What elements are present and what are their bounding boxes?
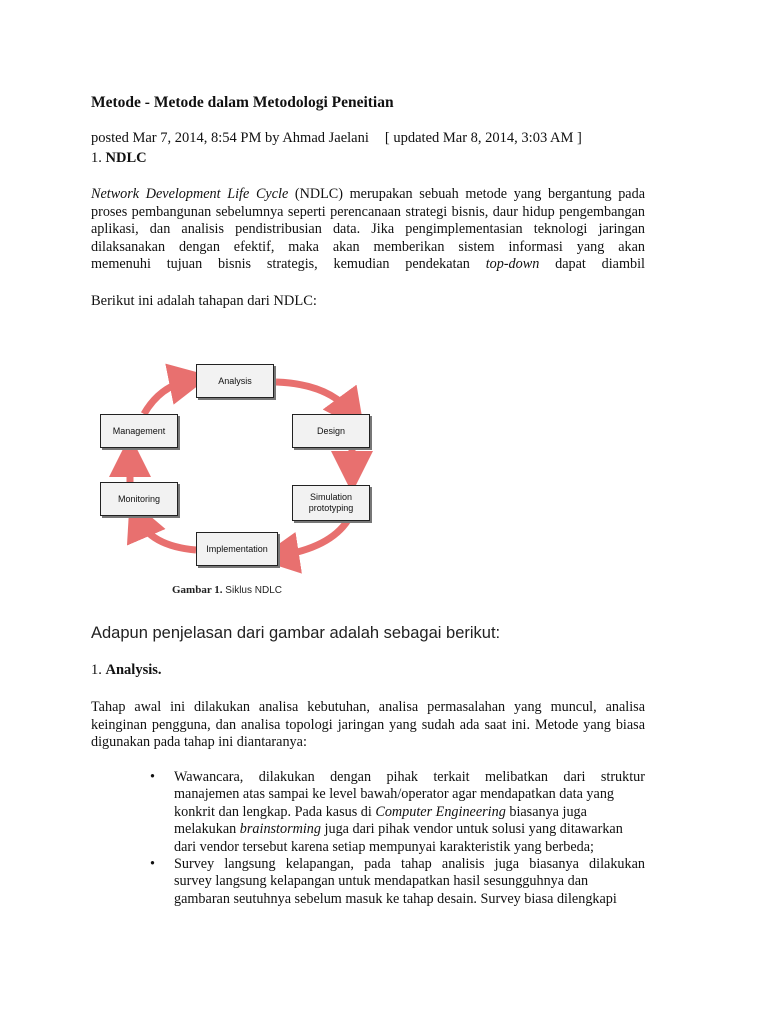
method-bullet-list: [150, 769, 645, 908]
section-heading-ndlc: [91, 150, 147, 167]
page-title: Metode - Metode dalam Metodologi Peneitian: [91, 94, 394, 111]
analysis-line-3: digunakan pada tahap ini diantaranya:: [91, 734, 307, 750]
bullet-icon: •: [150, 769, 155, 785]
list-item: • Survey langsung kelapangan, pada tahap analisis juga biasanya dilakukan survey langsung kelapangan untuk mendapatkan hasil sesungguhnya dan gambaran seutuhnya sebelum masuk ke tahap desain. Survey biasa dilengkapi: [150, 856, 645, 907]
stage-design: Design: [292, 414, 370, 448]
arrow-implementation-to-monitoring: [138, 518, 196, 550]
stages-intro: Berikut ini adalah tahapan dari NDLC:: [91, 293, 317, 309]
ndlc-cycle-figure: [90, 360, 390, 610]
section-title: NDLC: [105, 150, 147, 166]
intro-line-2: proses pembangunan sebelumnya seperti perencanaan strategi bisnis, daur hidup pengembangan: [91, 203, 645, 220]
section-number: 1.: [91, 150, 102, 166]
term-top-down: top-down: [485, 256, 540, 272]
intro-paragraph: [91, 186, 645, 274]
bullet-icon: •: [150, 856, 155, 873]
analysis-line-2: keinginan pengguna, dan analisa topologi jaringan yang sudah ada saat ini. Metode yang biasa: [91, 716, 645, 733]
analysis-line-1: Tahap awal ini dilakukan analisa kebutuhan, analisa permasalahan yang muncul, analisa: [91, 699, 645, 715]
analysis-paragraph: [91, 699, 645, 752]
figure-caption: Gambar 1. Siklus NDLC: [172, 584, 282, 596]
intro-line-1: Network Development Life Cycle (NDLC) merupakan sebuah metode yang bergantung pada: [91, 186, 645, 202]
stage-analysis: Analysis: [196, 364, 274, 398]
intro-line-5: memenuhi tujuan bisnis strategis, kemudian pendekatan top-down dapat diambil: [91, 256, 645, 272]
analysis-heading: 1. Analysis.: [91, 662, 162, 678]
term-ndlc: Network Development Life Cycle: [91, 186, 289, 202]
stage-simulation-prototyping: Simulation prototyping: [292, 485, 370, 521]
explanation-heading: Adapun penjelasan dari gambar adalah sebagai berikut:: [91, 624, 501, 642]
stage-implementation: Implementation: [196, 532, 278, 566]
list-item: • Wawancara, dilakukan dengan pihak terkait melibatkan dari struktur manajemen atas sampai ke level bawah/operator agar mendapatkan data yang konkrit dan lengkap. Pada kasus di Computer Engineering biasanya juga melakukan brainstorming juga dari pihak vendor untuk solusi yang ditawarkan dari vendor tersebut karena setiap mempunyai karakteristik yang berbeda;: [150, 769, 645, 855]
stage-monitoring: Monitoring: [100, 482, 178, 516]
arrow-analysis-to-design: [276, 382, 352, 414]
stage-management: Management: [100, 414, 178, 448]
updated-info: [ updated Mar 8, 2014, 3:03 AM ]: [384, 130, 582, 146]
posted-info: posted Mar 7, 2014, 8:54 PM by Ahmad Jaelani: [91, 130, 369, 146]
intro-line-4: dilaksanakan dengan efektif, maka akan memberikan sistem informasi yang akan: [91, 238, 645, 255]
post-meta: [91, 130, 582, 147]
arrow-management-to-analysis: [144, 380, 190, 414]
intro-line-3: aplikasi, dan analisis pendistribusian data. Jika pengimplementasian teknologi jaringan: [91, 221, 645, 237]
arrow-simulation-to-implementation: [278, 520, 348, 556]
